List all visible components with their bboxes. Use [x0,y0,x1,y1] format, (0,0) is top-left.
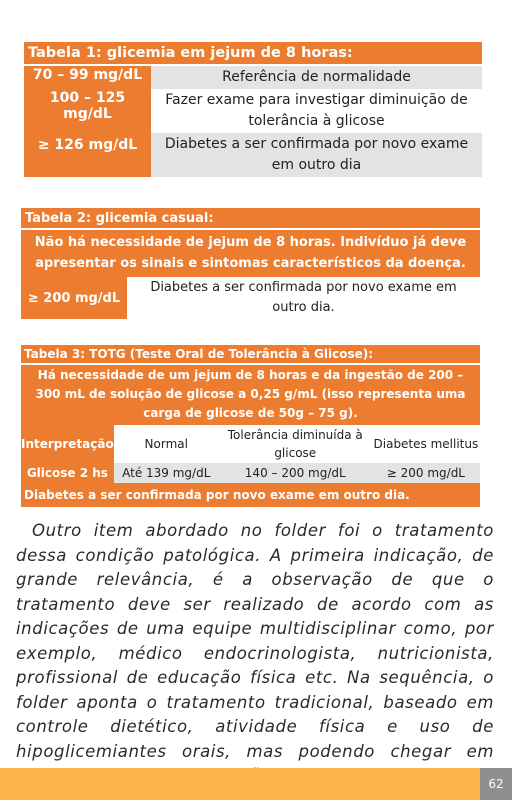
table2-row1-value: Diabetes a ser confirmada por novo exame em outro dia. [127,277,480,319]
table2-row1-label: ≥ 200 mg/dL [21,277,127,319]
table-row [24,65,482,89]
table3-title: Tabela 3: TOTG (Teste Oral de Tolerância à Glicose): [21,345,480,364]
table-casual-glucose [21,208,480,319]
table3-header-label: Interpretação [21,425,114,463]
table2-note: Não há necessidade de jejum de 8 horas. Indivíduo já deve apresentar os sinais e sintomas característicos da doença. [21,229,480,277]
table1-row2-value: Fazer exame para investigar diminuição de tolerância à glicose [151,89,482,133]
page-number: 62 [480,768,512,800]
table1-row2-label: 100 – 125 mg/dL [24,89,151,133]
table-ogtt [21,345,480,507]
table1-title: Tabela 1: glicemia em jejum de 8 horas: [24,42,482,65]
table3-header-tolerance: Tolerância diminuída à glicose [219,425,372,463]
table2-title: Tabela 2: glicemia casual: [21,208,480,229]
table1-row3-value: Diabetes a ser confirmada por novo exame em outro dia [151,133,482,177]
table3-header-diabetes: Diabetes mellitus [372,425,480,463]
table3-value-normal: Até 139 mg/dL [114,463,219,483]
table3-footer: Diabetes a ser confirmada por novo exame em outro dia. [21,483,480,507]
table-row [21,425,480,463]
footer-bar [0,768,512,800]
table3-header-normal: Normal [114,425,219,463]
table-fasting-glucose [24,42,482,177]
table3-note: Há necessidade de um jejum de 8 horas e da ingestão de 200 – 300 mL de solução de glicose a 0,25 g/mL (isso representa uma carga de glicose de 50g – 75 g). [21,364,480,425]
table3-value-tolerance: 140 – 200 mg/dL [219,463,372,483]
body-paragraph: Outro item abordado no folder foi o tratamento dessa condição patológica. A primeira indicação, de grande relevância, é a observação de que o tratamento deve ser realizado de acordo com as indicações de uma equipe multidisciplinar como, por exemplo, médico endocrinologista, nutricionista, profissional de educação física etc. Na sequência, o folder aponta o tratamento tradicional, baseado em controle dietético, atividade física e uso de hipoglicemiantes orais, mas podendo chegar em [16,521,494,761]
table-row [24,133,482,177]
table1-row1-value: Referência de normalidade [151,65,482,89]
table3-value-diabetes: ≥ 200 mg/dL [372,463,480,483]
table1-row1-label: 70 – 99 mg/dL [24,65,151,89]
table-row [21,463,480,483]
table1-row3-label: ≥ 126 mg/dL [24,133,151,177]
table-row [21,277,480,319]
table3-row-label: Glicose 2 hs [21,463,114,483]
table-row [24,89,482,133]
